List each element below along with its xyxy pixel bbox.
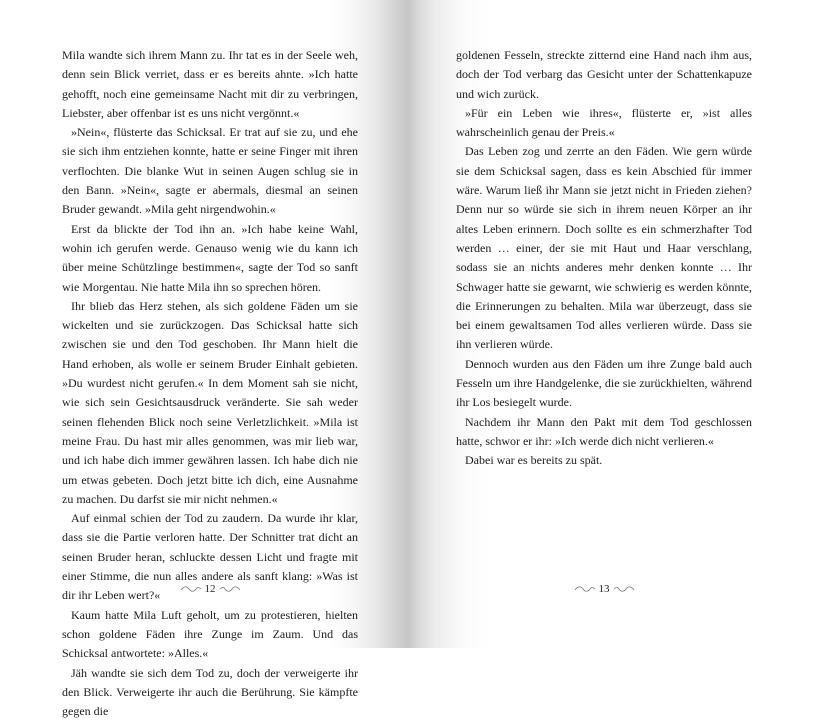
paragraph: »Für ein Leben wie ihres«, flüsterte er, »ist alles wahrscheinlich genau der Preis.« <box>456 104 752 143</box>
paragraph: goldenen Fesseln, streckte zitternd eine Hand nach ihm aus, doch der Tod verbarg das Gesicht unter der Schattenkapuze und wich zurück. <box>456 46 752 104</box>
swash-ornament-icon <box>613 585 635 593</box>
left-page <box>0 0 407 648</box>
page-number: 13 <box>599 583 610 595</box>
swash-ornament-icon <box>180 585 202 593</box>
right-page <box>407 0 814 648</box>
paragraph: Dabei war es bereits zu spät. <box>456 451 752 470</box>
page-number: 12 <box>205 583 216 595</box>
left-page-text <box>62 46 358 721</box>
paragraph: Kaum hatte Mila Luft geholt, um zu protestieren, hielten schon goldene Fäden ihre Zunge im Zaum. Und das Schicksal antwortete: »Alles.« <box>62 606 358 664</box>
swash-ornament-icon <box>219 585 241 593</box>
page-number-footer <box>544 583 664 595</box>
paragraph: Ihr blieb das Herz stehen, als sich goldene Fäden um sie wickelten und sie zurückzogen. Das Schicksal hatte sich zwischen sie und den Tod geschoben. Ihr Mann hielt die Hand erhoben, als wolle er seinem Bruder Einhalt gebieten. »Du wurdest nicht gerufen.« In dem Moment sah sie nicht, wie sich sein Gesichtsausdruck veränderte. Sie sah weder seinen flehenden Blick noch seine Verletzlichkeit. »Mila ist meine Frau. Du hast mir alles genommen, was mir lieb war, und ich habe dich immer gewähren lassen. Ich habe dich nie um etwas gebeten. Doch jetzt bitte ich dich, eine Ausnahme zu machen. Du darfst sie mir nicht nehmen.« <box>62 297 358 509</box>
paragraph: Das Leben zog und zerrte an den Fäden. Wie gern würde sie dem Schicksal sagen, dass es kein Abschied für immer wäre. Warum ließ ihr Mann sie jetzt nicht in Frieden ziehen? Denn nur so würde sie sich in ihrem neuen Körper an ihr altes Leben erinnern. Doch sollte es ein schmerzhafter Tod werden … einer, der sie mit Haut und Haar verschlang, sodass sie an nichts anderes mehr denken konnte … Ihr Schwager hatte sie gewarnt, wie schwierig es werden könnte, die Erinnerungen zu behalten. Mila war überzeugt, dass sie bei einem gewaltsamen Tod alles verlieren würde. Dass sie ihn verlieren würde. <box>456 142 752 354</box>
paragraph: Dennoch wurden aus den Fäden um ihre Zunge bald auch Fesseln um ihre Handgelenke, die sie zurückhielten, während ihr Los besiegelt wurde. <box>456 355 752 413</box>
page-number-footer <box>150 583 270 595</box>
swash-ornament-icon <box>574 585 596 593</box>
paragraph: Nachdem ihr Mann den Pakt mit dem Tod geschlossen hatte, schwor er ihr: »Ich werde dich nicht verlieren.« <box>456 413 752 452</box>
paragraph: Mila wandte sich ihrem Mann zu. Ihr tat es in der Seele weh, denn sein Blick verriet, dass er es bereits ahnte. »Ich hatte gehofft, noch eine gemeinsame Nacht mit dir zu verbringen, Liebster, aber offenbar ist es uns nicht vergönnt.« <box>62 46 358 123</box>
right-page-text <box>456 46 752 471</box>
paragraph: Auf einmal schien der Tod zu zaudern. Da wurde ihr klar, dass sie die Partie verloren hatte. Der Schnitter trat dicht an seinen Bruder heran, schluckte dessen Licht und fragte mit einer Stimme, die nun alles andere als sanft klang: »Was ist dir ihr Leben wert?« <box>62 509 358 605</box>
paragraph: Erst da blickte der Tod ihn an. »Ich habe keine Wahl, wohin ich gerufen werde. Genauso wenig wie du kann ich über meine Schützlinge bestimmen«, sagte der Tod so sanft wie Morgentau. Nie hatte Mila ihn so sprechen hören. <box>62 220 358 297</box>
paragraph: »Nein«, flüsterte das Schicksal. Er trat auf sie zu, und ehe sie sich ihm entziehen konnte, hatte er seine Finger mit ihren verflochten. Die blanke Wut in seinen Augen schlug sie in den Bann. »Nein«, sagte er abermals, diesmal an seinen Bruder gewandt. »Mila geht nirgendwohin.« <box>62 123 358 219</box>
paragraph: Jäh wandte sie sich dem Tod zu, doch der verweigerte ihr den Blick. Verweigerte ihr auch die Berührung. Sie kämpfte gegen die <box>62 664 358 721</box>
